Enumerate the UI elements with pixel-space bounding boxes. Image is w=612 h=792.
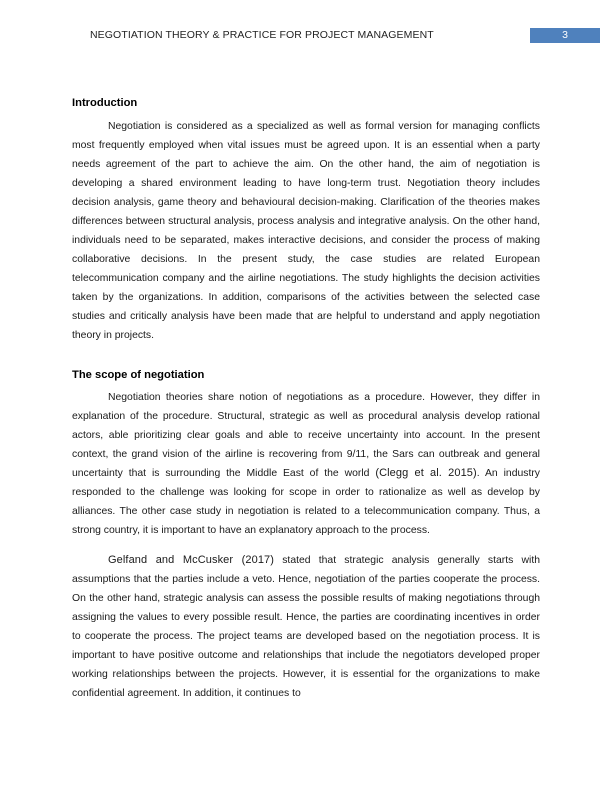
section-heading-introduction: Introduction [72, 97, 138, 109]
citation-gelfand-mccusker-2017: Gelfand and McCusker (2017) [108, 554, 275, 566]
paragraph-text: . An industry responded to the challenge was looking for scope in order to rationalize as well as develop by alliances. The other case study in negotiation is related to a telecommunication company. Thus, a strong country, it is important to have an explanatory approach to the process. [72, 468, 540, 536]
paragraph-scope-2 [72, 551, 540, 703]
paragraph-scope-1 [72, 388, 540, 540]
citation-clegg-2015: (Clegg et al. 2015) [375, 467, 477, 479]
running-header-title: NEGOTIATION THEORY & PRACTICE FOR PROJECT MANAGEMENT [90, 29, 434, 41]
section-heading-scope: The scope of negotiation [72, 369, 205, 381]
paragraph-text: stated that strategic analysis generally starts with assumptions that the parties include a veto. Hence, negotiation of the parties cooperate the process. On the other hand, strategic analysis can assess the possible results of making negotiations through assigning the values to every possible result. Hence, the parties are coordinating incentives in order to cooperate the process. The project teams are developed based on the negotiation process. It is important to have positive outcome and relationships that include the negotiators developed proper working relationships between the projects. However, it is essential for the organizations to make confidential agreement. In addition, it continues to [72, 555, 540, 699]
paragraph-introduction: Negotiation is considered as a specialized as well as formal version for managing conflicts most frequently employed when vital issues must be agreed upon. It is an essential when a party needs agreement of the part to achieve the aim. On the other hand, the aim of negotiation is developing a shared environment leading to have long-term trust. Negotiation theory includes decision analysis, game theory and behavioural decision-making. Clarification of the theories makes differences between structural analysis, process analysis and integrative analysis. On the other hand, individuals need to be separated, makes interactive decisions, and consider the process of making collaborative decisions. In the present study, the case studies are related European telecommunication company and the airline negotiations. The study highlights the decision activities taken by the organizations. In addition, comparisons of the activities between the selected case studies and critically analysis have been made that are helpful to understand and apply negotiation theory in projects. [72, 121, 540, 341]
page-number-badge: 3 [530, 28, 600, 43]
paragraph-text: Negotiation theories share notion of negotiations as a procedure. However, they differ in explanation of the procedure. Structural, strategic as well as procedural analysis develop rational actors, able prioritizing clear goals and able to receive uncertainty into account. In the present context, the grand vision of the airline is recovering from 9/11, the Sars can outbreak and general uncertainty that is surrounding the Middle East of the world [72, 392, 540, 479]
section-introduction [72, 96, 540, 345]
section-scope-of-negotiation [72, 368, 540, 703]
